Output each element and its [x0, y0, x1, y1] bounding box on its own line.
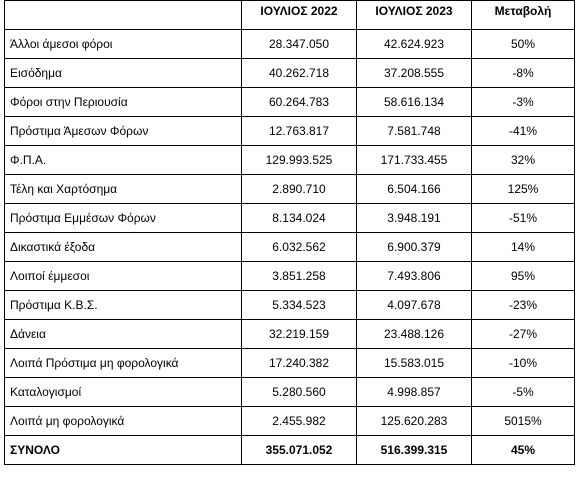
july-2022-cell: 28.347.050	[242, 30, 357, 59]
table-row	[5, 320, 575, 349]
change-cell: 95%	[472, 262, 575, 291]
july-2023-cell: 7.493.806	[357, 262, 472, 291]
change-cell: 125%	[472, 175, 575, 204]
total-row	[5, 436, 575, 465]
july-2023-cell: 171.733.455	[357, 146, 472, 175]
table-row	[5, 146, 575, 175]
category-cell: Τέλη και Χαρτόσημα	[5, 175, 242, 204]
table-row	[5, 117, 575, 146]
july-2022-cell: 5.334.523	[242, 291, 357, 320]
header-row	[5, 1, 575, 30]
change-cell: 14%	[472, 233, 575, 262]
category-cell: Λοιπά μη φορολογικά	[5, 407, 242, 436]
total-july-2023-cell: 516.399.315	[357, 436, 472, 465]
july-2023-cell: 15.583.015	[357, 349, 472, 378]
change-cell: 32%	[472, 146, 575, 175]
category-cell: Δάνεια	[5, 320, 242, 349]
table-row	[5, 378, 575, 407]
table-row	[5, 30, 575, 59]
header-cell-change: Μεταβολή	[472, 1, 575, 30]
july-2023-cell: 42.624.923	[357, 30, 472, 59]
category-cell: Πρόστιμα Κ.Β.Σ.	[5, 291, 242, 320]
change-cell: -23%	[472, 291, 575, 320]
total-july-2022-cell: 355.071.052	[242, 436, 357, 465]
table-row	[5, 349, 575, 378]
table-row	[5, 291, 575, 320]
category-cell: Πρόστιμα Άμεσων Φόρων	[5, 117, 242, 146]
total-category-cell: ΣΥΝΟΛΟ	[5, 436, 242, 465]
header-cell-july-2022: ΙΟΥΛΙΟΣ 2022	[242, 1, 357, 30]
category-cell: Φόροι στην Περιουσία	[5, 88, 242, 117]
table-row	[5, 407, 575, 436]
change-cell: -41%	[472, 117, 575, 146]
table-row	[5, 175, 575, 204]
july-2022-cell: 129.993.525	[242, 146, 357, 175]
header-cell-category	[5, 1, 242, 30]
change-cell: -5%	[472, 378, 575, 407]
change-cell: -27%	[472, 320, 575, 349]
table-row	[5, 88, 575, 117]
july-2023-cell: 23.488.126	[357, 320, 472, 349]
change-cell: 50%	[472, 30, 575, 59]
category-cell: Δικαστικά έξοδα	[5, 233, 242, 262]
category-cell: Πρόστιμα Εμμέσων Φόρων	[5, 204, 242, 233]
header-cell-july-2023: ΙΟΥΛΙΟΣ 2023	[357, 1, 472, 30]
july-2022-cell: 17.240.382	[242, 349, 357, 378]
july-2022-cell: 12.763.817	[242, 117, 357, 146]
category-cell: Άλλοι άμεσοι φόροι	[5, 30, 242, 59]
july-2023-cell: 37.208.555	[357, 59, 472, 88]
table-row	[5, 59, 575, 88]
category-cell: Φ.Π.Α.	[5, 146, 242, 175]
july-2023-cell: 7.581.748	[357, 117, 472, 146]
july-2023-cell: 3.948.191	[357, 204, 472, 233]
july-2023-cell: 4.097.678	[357, 291, 472, 320]
july-2023-cell: 6.900.379	[357, 233, 472, 262]
july-2022-cell: 2.455.982	[242, 407, 357, 436]
change-cell: -8%	[472, 59, 575, 88]
change-cell: -10%	[472, 349, 575, 378]
change-cell: -51%	[472, 204, 575, 233]
july-2022-cell: 60.264.783	[242, 88, 357, 117]
july-2023-cell: 125.620.283	[357, 407, 472, 436]
july-2022-cell: 3.851.258	[242, 262, 357, 291]
july-2022-cell: 6.032.562	[242, 233, 357, 262]
table-row	[5, 262, 575, 291]
change-cell: 5015%	[472, 407, 575, 436]
table-row	[5, 204, 575, 233]
july-2022-cell: 5.280.560	[242, 378, 357, 407]
category-cell: Λοιπά Πρόστιμα μη φορολογικά	[5, 349, 242, 378]
july-2022-cell: 32.219.159	[242, 320, 357, 349]
revenue-comparison-table	[4, 0, 575, 465]
total-change-cell: 45%	[472, 436, 575, 465]
change-cell: -3%	[472, 88, 575, 117]
july-2022-cell: 40.262.718	[242, 59, 357, 88]
july-2022-cell: 2.890.710	[242, 175, 357, 204]
july-2023-cell: 58.616.134	[357, 88, 472, 117]
july-2023-cell: 6.504.166	[357, 175, 472, 204]
july-2022-cell: 8.134.024	[242, 204, 357, 233]
july-2023-cell: 4.998.857	[357, 378, 472, 407]
category-cell: Καταλογισμοί	[5, 378, 242, 407]
table-row	[5, 233, 575, 262]
category-cell: Εισόδημα	[5, 59, 242, 88]
category-cell: Λοιποί έμμεσοι	[5, 262, 242, 291]
